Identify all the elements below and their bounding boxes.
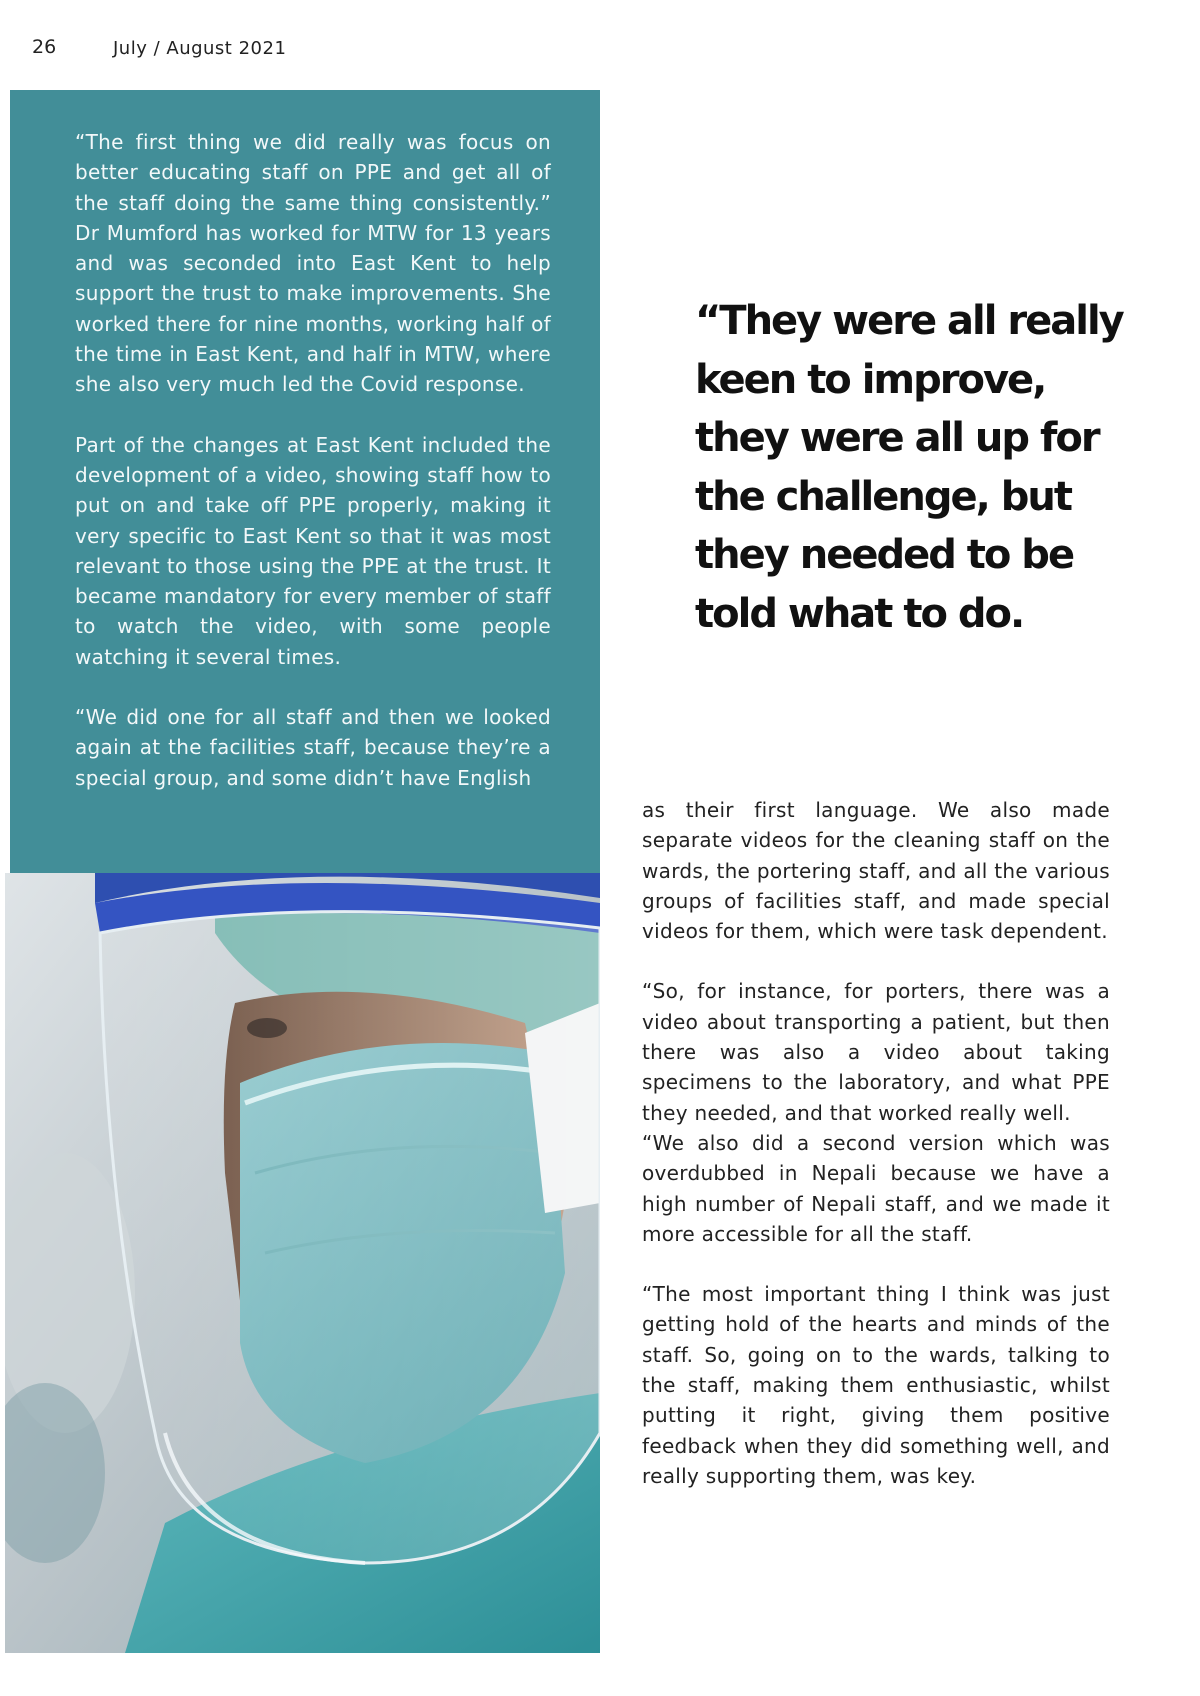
right-paragraph: “The most important thing I think was just getting hold of the hearts and minds of the staff. So, going on to the wards, talking to the staff, making them enthusiastic, whilst putting it right, giving them positive feedback when they did something well, and really supporting them, was key. <box>642 1282 1110 1488</box>
pull-quote-line: the challenge, but <box>695 473 1071 520</box>
right-column-text <box>642 795 1110 1521</box>
right-paragraph: “So, for instance, for porters, there was a video about transporting a patient, but then there was also a video about taking specimens to the laboratory, and what PPE they needed, and that worked really well. <box>642 979 1110 1125</box>
page-number: 26 <box>32 36 57 58</box>
pull-quote-line: told what to do. <box>695 590 1024 637</box>
left-paragraph: “The first thing we did really was focus on better educating staff on PPE and get all of the staff doing the same thing consistently.” Dr Mumford has worked for MTW for 13 years and was seconded into East Kent to help support the trust to make improvements. She worked there for nine months, working half of the time in East Kent, and half in MTW, where she also very much led the Covid response. <box>75 130 551 397</box>
pull-quote-line: “They were all really <box>695 298 1123 344</box>
left-column-text <box>75 127 551 823</box>
pull-quote-line: they were all up for <box>695 415 1099 461</box>
pull-quote <box>695 292 1123 643</box>
right-paragraph: as their first language. We also made separate videos for the cleaning staff on the wards, the portering staff, and all the various groups of facilities staff, and made special videos for them, which were task dependent. <box>642 798 1110 944</box>
healthcare-worker-ppe-photo <box>5 873 600 1653</box>
left-paragraph: “We did one for all staff and then we looked again at the facilities staff, because they’re a special group, and some didn’t have English <box>75 705 551 790</box>
right-paragraph: “We also did a second version which was overdubbed in Nepali because we have a high number of Nepali staff, and we made it more accessible for all the staff. <box>642 1130 1110 1246</box>
pull-quote-line: keen to improve, <box>695 356 1046 403</box>
issue-date: July / August 2021 <box>113 38 287 59</box>
left-paragraph: Part of the changes at East Kent included the development of a video, showing staff how to put on and take off PPE properly, making it very specific to East Kent so that it was most relevant to those using the PPE at the trust. It became mandatory for every member of staff to watch the video, with some people watching it several times. <box>75 432 551 669</box>
pull-quote-line: they needed to be <box>695 532 1074 578</box>
